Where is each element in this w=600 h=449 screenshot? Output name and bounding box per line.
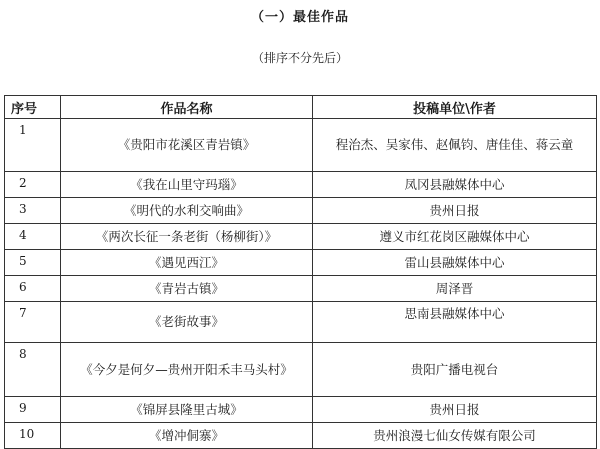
row-title: 《贵阳市花溪区青岩镇》 xyxy=(61,119,313,172)
table-row xyxy=(5,119,597,172)
row-author: 凤冈县融媒体中心 xyxy=(313,172,597,198)
table-row xyxy=(5,198,597,224)
row-title: 《今夕是何夕—贵州开阳禾丰马头村》 xyxy=(61,343,313,397)
row-title: 《遇见西江》 xyxy=(61,250,313,276)
header-number: 序号 xyxy=(5,96,61,119)
row-author: 周泽晋 xyxy=(313,276,597,302)
row-number: 9 xyxy=(5,397,61,423)
row-title: 《锦屏县隆里古城》 xyxy=(61,397,313,423)
row-title: 《明代的水利交响曲》 xyxy=(61,198,313,224)
table-row xyxy=(5,172,597,198)
row-title: 《我在山里守玛瑙》 xyxy=(61,172,313,198)
table-row xyxy=(5,224,597,250)
row-author: 思南县融媒体中心 xyxy=(313,302,597,343)
row-title: 《青岩古镇》 xyxy=(61,276,313,302)
row-number: 6 xyxy=(5,276,61,302)
row-author: 雷山县融媒体中心 xyxy=(313,250,597,276)
sort-note: （排序不分先后） xyxy=(251,51,348,65)
row-author: 贵州日报 xyxy=(313,397,597,423)
row-number: 7 xyxy=(5,302,61,343)
table-row xyxy=(5,343,597,397)
row-author: 贵阳广播电视台 xyxy=(313,343,597,397)
header-author: 投稿单位\作者 xyxy=(313,96,597,119)
row-title: 《老街故事》 xyxy=(61,302,313,343)
row-number: 8 xyxy=(5,343,61,397)
table-row xyxy=(5,250,597,276)
table-row xyxy=(5,423,597,449)
section-title: （一）最佳作品 xyxy=(250,10,349,25)
row-author: 遵义市红花岗区融媒体中心 xyxy=(313,224,597,250)
table-row xyxy=(5,397,597,423)
table-row xyxy=(5,276,597,302)
row-number: 4 xyxy=(5,224,61,250)
row-number: 2 xyxy=(5,172,61,198)
row-title: 《两次长征一条老街（杨柳街）》 xyxy=(61,224,313,250)
awards-table xyxy=(4,95,597,449)
row-author: 程治杰、吴家伟、赵佩钧、唐佳佳、蒋云童 xyxy=(313,119,597,172)
header-title: 作品名称 xyxy=(61,96,313,119)
row-author: 贵州日报 xyxy=(313,198,597,224)
row-number: 5 xyxy=(5,250,61,276)
row-number: 10 xyxy=(5,423,61,449)
table-header-row xyxy=(5,96,597,119)
row-number: 1 xyxy=(5,119,61,172)
table-row xyxy=(5,302,597,343)
row-title: 《增冲侗寨》 xyxy=(61,423,313,449)
row-author: 贵州浪漫七仙女传媒有限公司 xyxy=(313,423,597,449)
row-number: 3 xyxy=(5,198,61,224)
